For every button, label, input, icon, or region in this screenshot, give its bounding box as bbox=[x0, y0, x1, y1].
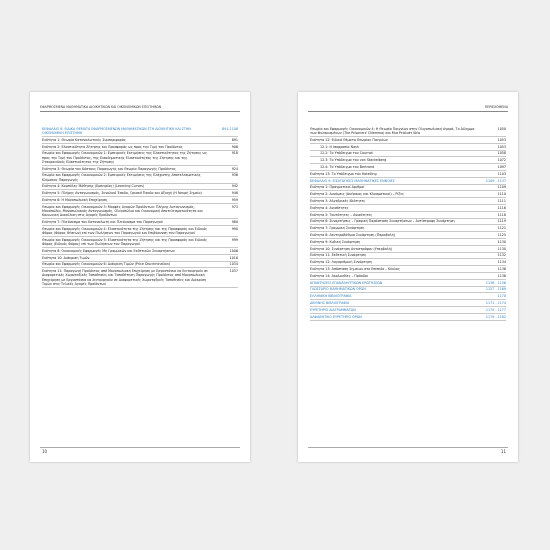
toc-entry-row bbox=[310, 205, 506, 212]
toc-entry-title: Ενότητα 9: Κυβική Συνάρτηση bbox=[310, 239, 361, 244]
toc-entry-title: Ενότητα 13: Το Υπόδειγμα του Hotelling bbox=[310, 171, 377, 176]
running-head: ΠΕΡΙΕΧΟΜΕΝΑ bbox=[308, 104, 508, 112]
toc-entry-page: 906 bbox=[231, 144, 238, 149]
toc-entry-row bbox=[310, 225, 506, 232]
toc-entry-title: Θεωρία και Εφαρμογές Οικονομικών 2: Εμπειρικές Εκτιμήσεις της Ελάχιστης Αποτελεσματικής Κλίμακας Παραγωγής bbox=[42, 173, 201, 182]
toc-entry-page: 1138 - 1156 bbox=[485, 280, 506, 285]
toc-entry-title: ΚΕΦΑΛΑΙΟ 8: ΕΙΔΙΚΑ ΘΕΜΑΤΑ ΕΦΑΡΜΟΣΜΕΝΩΝ ΜΑΘΗΜΑΤΙΚΩΝ ΣΤΗ ΔΙΟΙΚΗΤΙΚΗ ΚΑΙ ΣΤΗΝ ΟΙΚΟΝΟΜΙΚΗ ΕΠΙΣΤΗΜΗ bbox=[42, 126, 191, 135]
toc-entry-page: 1016 bbox=[229, 255, 238, 260]
toc-entry-page: 973 bbox=[231, 204, 238, 209]
toc-entry-page: 891-1108 bbox=[222, 126, 238, 131]
page-number: 11 bbox=[500, 449, 506, 454]
toc-entry-row bbox=[310, 266, 506, 273]
toc-entry-title: Θεωρία και Εφαρμογές Οικονομικών 4: Η Θεωρία Παιγνίων στην Ολιγοπωλιακή Αγορά, Το Δίλημμα των Φυλακισμένων (The Prisoners' Dilemma) και Μια Ρεάλιστ Ιδέα bbox=[310, 126, 475, 135]
toc-entry-row bbox=[310, 253, 506, 260]
toc-entry-title: Ενότητα 5: Πλήρης Ανταγωνισμός, Συνολικό Έσοδο, Οριακό Έσοδο και Αξιοχή (Η Νεκρή Σημείο) bbox=[42, 191, 202, 196]
toc-entry-row bbox=[310, 126, 506, 137]
toc-entry-row bbox=[42, 226, 238, 237]
toc-entry-page: 1050 bbox=[497, 126, 506, 131]
toc-entry-page: 1136 bbox=[497, 266, 506, 271]
toc-entry-page: 1130 bbox=[497, 239, 506, 244]
toc-entry-title: 12.2: Το Υπόδειγμα του Cournot bbox=[320, 151, 373, 156]
toc-entry-title: ΑΠΑΝΤΗΣΕΙΣ ΕΠΑΝΑΛΗΠΤΙΚΩΝ ΕΡΩΤΗΣΕΩΝ bbox=[310, 280, 383, 285]
toc-entry-title: 12.4: Το Υπόδειγμα του Bertrand bbox=[320, 164, 375, 169]
toc-entry-title: Ενότητα 7: Πλεόνασμα του Καταναλωτή και Πλεόνασμα του Παραγωγού bbox=[42, 219, 163, 224]
toc-entry-page: 1121 bbox=[497, 226, 506, 231]
toc-entry-title: ΕΥΡΕΤΗΡΙΟ ΔΙΑΓΡΑΜΜΑΤΩΝ bbox=[310, 307, 356, 312]
left-page bbox=[30, 92, 250, 462]
toc-entry-title: Ενότητα 8: Δευτεροβάθμια Συνάρτηση (Παραβολή) bbox=[310, 232, 396, 237]
toc-chapter-row bbox=[310, 287, 506, 294]
toc-entry-title: Ενότητα 10: Διάκριση Τιμών bbox=[42, 255, 90, 260]
toc-entry-row bbox=[310, 246, 506, 253]
footer-rule bbox=[308, 447, 508, 448]
toc-entry-row bbox=[310, 212, 506, 219]
toc-entry-title: Ενότητα 11: Παραγωγή Προϊόντος από Μονοπωλιακή Επιχείρηση με Εργοστάσια να Λειτουργούν σε Διαφορετικές Χωροταξικές Τοποθεσίες και Τοποθέτηση Παραγωγής Προϊόντος από Μονοπωλιακή Επιχείρηση με Εργοστάσια να λειτουργούν σε Διαφορετικές Χωροταξικές Τοποθεσίες και Διάκριση Τιμών στις Τελικές Αγορές Προϊόντων bbox=[42, 269, 208, 286]
toc-entry-page: 1118 bbox=[497, 212, 506, 217]
page-number: 10 bbox=[42, 449, 48, 454]
toc-chapter-row bbox=[310, 314, 506, 321]
toc-entry-title: ΕΛΛΗΝΙΚΗ ΒΙΒΛΙΟΓΡΑΦΙΑ bbox=[310, 294, 352, 299]
toc-chapter-row bbox=[310, 307, 506, 314]
toc-entry-title: Ενότητα 12: Λογαριθμική Συνάρτηση bbox=[310, 260, 372, 265]
toc-entry-row bbox=[42, 262, 238, 269]
toc-entry-title: Ενότητα 14: Ακολουθίες – Πρόοδοι bbox=[310, 273, 369, 278]
toc-entry-title: ΓΛΩΣΣΑΡΙΟ ΜΑΘΗΜΑΤΙΚΩΝ ΟΡΩΝ bbox=[310, 287, 366, 292]
toc-chapter-row bbox=[310, 280, 506, 287]
toc-entry-page: 1053 bbox=[497, 144, 506, 149]
toc-entry-page: 918 bbox=[231, 151, 238, 156]
toc-entry-row bbox=[42, 248, 238, 255]
toc-entry-row bbox=[42, 184, 238, 191]
toc-entry-row bbox=[42, 151, 238, 166]
toc-entry-row bbox=[310, 157, 506, 164]
toc-entry-title: Ενότητα 4: Καμπύλες Μάθησης (Εμπειρίας) (Learning Curves) bbox=[42, 184, 145, 189]
toc-entry-title: Θεωρία και Εφαρμογές Οικονομικών 3: Μορφές Αγορών Προϊόντων: Πλήρης Ανταγωνισμός, Μονοπώλιο, Μονοπωλιακός Ανταγωνισμός, Ολιγοπώλιο και Οικονομική Αποτελεσματικότητα και Κοινωνική Διακύλιση στις Αγορές Προϊόντων bbox=[42, 204, 203, 218]
toc-entry-page: 1058 bbox=[497, 151, 506, 156]
running-head: ΕΦΑΡΜΟΣΜΕΝΑ ΜΑΘΗΜΑΤΙΚΑ ΔΙΟΙΚΗΤΙΚΩΝ ΚΑΙ ΟΙΚΟΝΟΜΙΚΩΝ ΕΠΙΣΤΗΜΩΝ bbox=[40, 104, 240, 112]
toc-entry-page: 942 bbox=[231, 184, 238, 189]
toc-entry-title: ΔΙΕΘΝΗΣ ΒΙΒΛΙΟΓΡΑΦΙΑ bbox=[310, 300, 350, 305]
toc-entry-row bbox=[310, 219, 506, 226]
toc-entry-row bbox=[310, 273, 506, 280]
toc-chapter-row bbox=[310, 178, 506, 185]
toc-entry-page: 990 bbox=[231, 226, 238, 231]
toc-entry-title: Ενότητα 3: Αλγεβρικές Ιδιότητες bbox=[310, 198, 366, 203]
toc-entry-page: 1116 bbox=[497, 205, 506, 210]
toc-entry-row bbox=[310, 151, 506, 158]
toc-entry-page: 1119 bbox=[497, 219, 506, 224]
toc-entry-row bbox=[310, 259, 506, 266]
toc-entry-page: 1175 - 1177 bbox=[485, 307, 506, 312]
toc-entry-row bbox=[310, 137, 506, 144]
toc-entry-title: Ενότητα 2: Δυνάμεις (Ακέραιος και Κλασματικοί) – Ρίζες bbox=[310, 192, 405, 197]
toc-entry-row bbox=[42, 268, 238, 287]
toc-chapter-row bbox=[310, 300, 506, 307]
toc-entry-title: 12.1: Η Ισορροπία Nash bbox=[320, 144, 359, 149]
toc-entry-title: Ενότητα 10: Συνάρτηση Αντιστρόφου (Υπερβολή) bbox=[310, 246, 393, 251]
toc-entry-title: ΚΕΦΑΛΑΙΟ 9: ΕΙΣΑΓΩΓΙΚΕΣ ΜΑΘΗΜΑΤΙΚΕΣ ΕΝΝΟΙΕΣ bbox=[310, 178, 395, 183]
toc-chapter-row bbox=[310, 293, 506, 300]
toc-entry-page: 1103 bbox=[497, 171, 506, 176]
toc-entry-page: 1136 bbox=[497, 273, 506, 278]
toc-entry-title: Ενότητα 12: Ειδικά Θέματα Θεωρίας Παιγνίων bbox=[310, 137, 388, 142]
toc-entry-page: 1134 bbox=[497, 260, 506, 265]
toc-entry-page: 959 bbox=[231, 197, 238, 202]
toc-entry-title: Ενότητα 13: Απόσταση Σημείων στο Επίπεδο – Κύκλος bbox=[310, 266, 400, 271]
toc-entry-title: Ενότητα 4: Ανισότητες bbox=[310, 205, 349, 210]
toc-entry-page: 1109 - 1137 bbox=[485, 178, 506, 183]
toc-entry-page: 999 bbox=[231, 237, 238, 242]
toc-chapter-row bbox=[42, 126, 238, 137]
toc-entry-title: Θεωρία και Εφαρμογές Οικονομικών 5: Ελαστικότητα της Ζήτησης και της Προσφοράς και Ειδικός Φόρος (Ειδικός Φόρος) επί των Πωλήσεων του Παραγωγού bbox=[42, 237, 208, 246]
toc-entry-title: Θεωρία και Εφαρμογές Οικονομικών 1: Εμπειρικές Εκτιμήσεις της Ελαστικότητας της Ζήτησης ως προς την Τιμή του Προϊόντος, της Εισοδηματικής Ελαστικότητας της Ζήτησης και της Σταυροειδούς Ελαστικότητας της Ζήτησης bbox=[42, 151, 208, 164]
toc-entry-page: 946 bbox=[231, 191, 238, 196]
toc-entry-title: Ενότητα 8: Οικονομικές Εφαρμογές Μη Γραμμικών και Εκθετικών Συναρτήσεων bbox=[42, 248, 175, 253]
toc-entry-title: Ενότητα 3: Θεωρία του Κόστους Παραγωγής και Θεωρία Παραγωγής Προϊόντος bbox=[42, 166, 176, 171]
toc-entry-page: 1110 bbox=[497, 192, 506, 197]
toc-entry-title: Ενότητα 6: Συναρτήσεις – Γραφική Παράσταση Συναρτήσεων – Αντίστροφη Συνάρτηση bbox=[310, 219, 455, 224]
toc-entry-row bbox=[310, 239, 506, 246]
toc-entry-title: Ενότητα 1: Πραγματικοί Αριθμοί bbox=[310, 185, 365, 190]
toc-entry-page: 1109 bbox=[497, 185, 506, 190]
toc-entry-row bbox=[42, 166, 238, 173]
toc-entry-page: 1125 bbox=[497, 232, 506, 237]
toc-entry-title: Ενότητα 5: Ταυτότητες – Ανισότητες bbox=[310, 212, 373, 217]
toc-entry-title: Ενότητα 11: Εκθετική Συνάρτηση bbox=[310, 253, 366, 258]
toc-entry-page: 1111 bbox=[497, 198, 506, 203]
toc-entry-page: 980 bbox=[231, 219, 238, 224]
toc-entry-title: Ενότητα 6: Η Μονοπωλιακή Επιχείρηση bbox=[42, 197, 108, 202]
toc-entry-row bbox=[42, 137, 238, 144]
toc-entry-title: Θεωρία και Εφαρμογές Οικονομικών 4: Ελαστικότητα της Ζήτησης και της Προσφοράς και Ειδικός Φόρος (Φόρος Θέσεων) επί των Πωλήσεων του Παραγωγού και Επιβάρυνση του Παραγωγού bbox=[42, 226, 208, 235]
toc-entry-page: 1097 bbox=[497, 164, 506, 169]
toc-entry-title: Ενότητα 1: Θεωρία Καταναλωτικής Συμπεριφοράς bbox=[42, 137, 126, 142]
toc-entry-row bbox=[42, 144, 238, 151]
toc-list bbox=[310, 126, 506, 321]
toc-entry-row bbox=[42, 219, 238, 226]
toc-entry-page: 1130 bbox=[497, 246, 506, 251]
toc-entry-title: ΑΛΦΑΒΗΤΙΚΟ ΕΥΡΕΤΗΡΙΟ ΟΡΩΝ bbox=[310, 314, 362, 319]
toc-entry-page: 1034 bbox=[229, 262, 238, 267]
toc-entry-title: Ενότητα 2: Ελαστικότητα Ζήτησης και Προσφοράς ως προς την Τιμή του Προϊόντος bbox=[42, 144, 183, 149]
toc-entry-row bbox=[42, 197, 238, 204]
right-page bbox=[298, 92, 518, 462]
toc-entry-page: 1037 bbox=[229, 269, 238, 274]
toc-entry-page: 1132 bbox=[497, 253, 506, 258]
footer-rule bbox=[40, 447, 240, 448]
toc-entry-page: 1171 - 1174 bbox=[485, 300, 506, 305]
toc-entry-row bbox=[310, 191, 506, 198]
toc-entry-page: 1053 bbox=[497, 137, 506, 142]
toc-entry-page: 1157 - 1169 bbox=[485, 287, 506, 292]
toc-entry-row bbox=[42, 255, 238, 262]
toc-entry-row bbox=[310, 232, 506, 239]
toc-entry-row bbox=[310, 198, 506, 205]
toc-entry-row bbox=[42, 204, 238, 219]
toc-entry-page: 1006 bbox=[229, 248, 238, 253]
toc-entry-row bbox=[310, 171, 506, 178]
toc-entry-title: Ενότητα 7: Γραμμική Συνάρτηση bbox=[310, 226, 365, 231]
toc-entry-row bbox=[42, 173, 238, 184]
toc-entry-row bbox=[310, 164, 506, 171]
toc-entry-row bbox=[310, 144, 506, 151]
toc-entry-title: Θεωρία και Εφαρμογές Οικονομικών 6: Διάκριση Τιμών (Price Discrimination) bbox=[42, 262, 171, 267]
toc-entry-page: 936 bbox=[231, 173, 238, 178]
toc-entry-page: 924 bbox=[231, 166, 238, 171]
toc-entry-row bbox=[310, 185, 506, 192]
toc-list bbox=[42, 126, 238, 288]
toc-entry-page: 1179 - 1182 bbox=[485, 314, 506, 319]
toc-entry-row bbox=[42, 237, 238, 248]
toc-entry-row bbox=[42, 190, 238, 197]
toc-entry-title: 12.3: Το Υπόδειγμα του von Stackelberg bbox=[320, 158, 387, 163]
toc-entry-page: 891 bbox=[231, 137, 238, 142]
toc-entry-page: 1072 bbox=[497, 158, 506, 163]
toc-entry-page: 1170 bbox=[497, 294, 506, 299]
